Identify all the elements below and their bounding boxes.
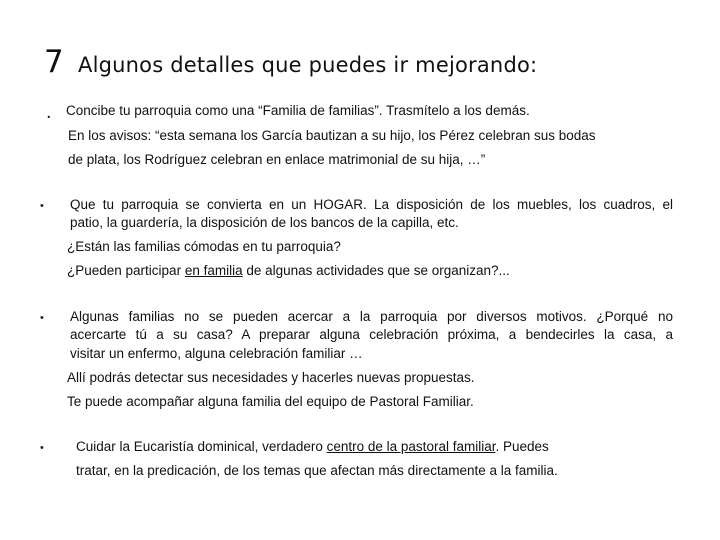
item-3-line-1: Algunas familias no se pueden acercar a la parroquia por diversos motivos. ¿Porqué no [70, 309, 673, 324]
item-3-line-3: visitar un enfermo, alguna celebración familiar … [70, 346, 363, 361]
item-4-line-1 [76, 438, 549, 456]
item-1-line-3: de plata, los Rodríguez celebran en enlace matrimonial de su hija, …” [68, 152, 486, 167]
item-4-line-1-start: Cuidar la Eucaristía dominical, verdadero [76, 439, 327, 454]
item-3-line-5: Te puede acompañar alguna familia del equipo de Pastoral Familiar. [67, 394, 474, 409]
underlined-phrase: en familia [184, 263, 243, 278]
bullet-marker: • [40, 312, 44, 324]
section-number: 7 [44, 44, 64, 80]
section-title: Algunos detalles que puedes ir mejorando: [78, 53, 538, 77]
item-1-line-1: Concibe tu parroquia como una “Familia de familias”. Trasmítelo a los demás. [66, 103, 530, 118]
bullet-marker: . [46, 101, 52, 123]
item-2-line-3: ¿Están las familias cómodas en tu parroquia? [67, 239, 341, 254]
item-2-line-4 [67, 262, 510, 280]
bullet-marker: • [40, 200, 44, 212]
item-3-line-2: acercarte tú a su casa? A preparar alguna celebración próxima, a bendecirles la casa, a [70, 327, 673, 342]
item-3-line-4: Allí podrás detectar sus necesidades y hacerles nuevas propuestas. [67, 370, 475, 385]
item-4-line-1-end: . Puedes [495, 439, 549, 454]
item-2-line-1: Que tu parroquia se convierta en un HOGAR. La disposición de los muebles, los cuadros, el [70, 197, 673, 212]
underlined-phrase: centro de la pastoral familiar [326, 439, 496, 454]
item-4-line-2: tratar, en la predicación, de los temas que afectan más directamente a la familia. [76, 463, 558, 478]
item-2-line-4-start: ¿Pueden participar [67, 263, 185, 278]
item-1-line-2: En los avisos: “esta semana los García bautizan a su hijo, los Pérez celebran sus bodas [68, 128, 596, 143]
item-2-line-4-end: de algunas actividades que se organizan?... [242, 263, 510, 278]
item-2-line-2: patio, la guardería, la disposición de los bancos de la capilla, etc. [70, 215, 459, 230]
bullet-marker: • [40, 442, 44, 454]
